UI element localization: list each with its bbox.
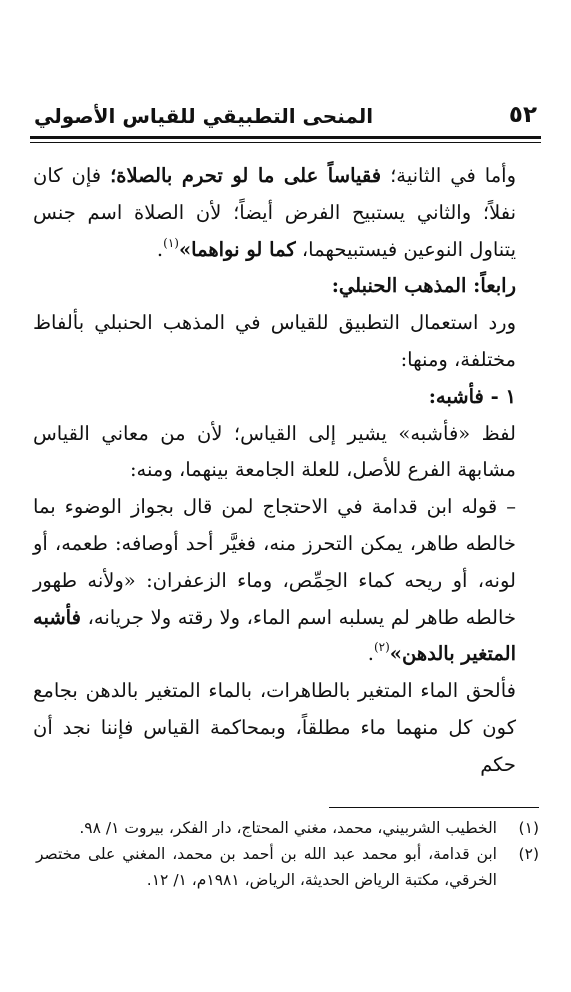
header-rule-thick (30, 136, 541, 139)
p4-end: . (367, 642, 374, 666)
footnotes (36, 815, 539, 893)
paragraph-5: فألحق الماء المتغير بالطاهرات، بالماء المتغير بالدهن بجامع كون كل منهما ماء مطلقاً، وبمحاكمة القياس فإننا نجد أن حكم (33, 679, 516, 776)
footnote-number: (٢) (518, 845, 539, 863)
footnote-item (36, 841, 539, 893)
p4-text-b: فأشبه المتغير بالدهن» (33, 605, 516, 666)
footnote-number: (١) (518, 819, 539, 837)
section-heading: رابعاً: المذهب الحنبلي: (331, 274, 516, 298)
footnote-divider (329, 807, 539, 808)
paragraph-4 (33, 489, 540, 673)
footnote-ref-1: (١) (163, 235, 179, 250)
footnote-text: ابن قدامة، أبو محمد عبد الله بن أحمد بن محمد، المغني على مختصر الخرقي، مكتبة الرياض الحديثة، الرياض، ١٩٨١م، ١/ ١٢. (36, 845, 497, 889)
p1-text-b: فقياساً على ما لو تحرم بالصلاة؛ (110, 164, 382, 187)
page-header (30, 98, 541, 134)
running-title: المنحى التطبيقي للقياس الأصولي (34, 104, 374, 128)
p1-text-a: وأما في الثانية؛ (381, 164, 516, 187)
footnote-text: الخطيب الشربيني، محمد، مغني المحتاج، دار الفكر، بيروت ١/ ٩٨. (79, 819, 497, 837)
p1-text-d: كما لو نواهما» (178, 237, 296, 261)
p1-text-c: فإن كان نفلاً؛ والثاني يستبيح الفرض أيضاً؛ لأن الصلاة اسم جنس يتناول النوعين فيستبيحهما، (33, 164, 516, 261)
page-body (33, 158, 540, 784)
footnote-ref-2: (٢) (373, 640, 390, 655)
footnote-item (36, 815, 539, 841)
paragraph-1 (33, 158, 540, 268)
list-item-heading: ١ - فأشبه: (428, 384, 516, 408)
p4-text-a: – قوله ابن قدامة في الاحتجاج لمن قال بجواز الوضوء بما خالطه طاهر، يمكن التحرز منه، فغيَّر أحد أوصافه: طعمه، أو لونه، أو ريحه كماء الحِمِّص، وماء الزعفران: «ولأنه طهور خالطه طاهر لم يسلبه اسم الماء، ولا رقته ولا جريانه، (33, 495, 516, 629)
header-rule-thin (30, 142, 541, 143)
paragraph-2: ورد استعمال التطبيق للقياس في المذهب الحنبلي بألفاظ مختلفة، ومنها: (33, 311, 516, 371)
paragraph-3: لفظ «فأشبه» يشير إلى القياس؛ لأن من معاني القياس مشابهة الفرع للأصل، للعلة الجامعة بينهما، ومنه: (33, 421, 516, 482)
p1-end: . (156, 237, 164, 261)
page-number: ٥٢ (508, 102, 537, 128)
